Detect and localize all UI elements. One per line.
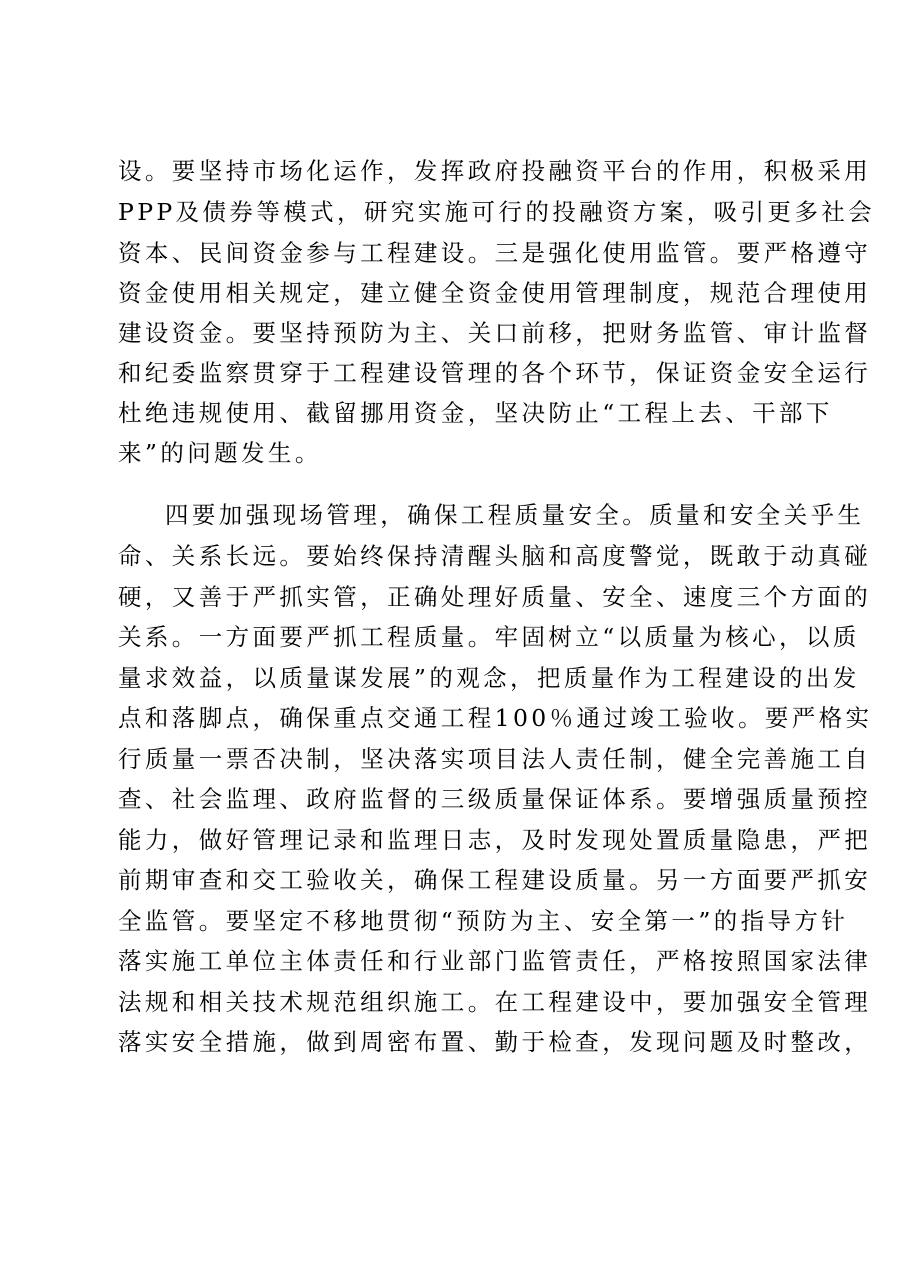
text-line: 查、社会监理、政府监督的三级质量保证体系。要增强质量预控 xyxy=(118,785,872,813)
text-line: 量求效益，以质量谋发展”的观念，把质量作为工程建设的出发 xyxy=(118,664,860,692)
text-line: PPP及债券等模式，研究实施可行的投融资方案，吸引更多社会 xyxy=(118,198,876,226)
text-line: 落实安全措施，做到周密布置、勤于检查，发现问题及时整改， xyxy=(118,1028,872,1056)
text-line: 行质量一票否决制，坚决落实项目法人责任制，健全完善施工自 xyxy=(118,745,872,773)
text-line: 法规和相关技术规范组织施工。在工程建设中，要加强安全管理 xyxy=(118,988,872,1016)
text-line: 设。要坚持市场化运作，发挥政府投融资平台的作用，积极采用 xyxy=(118,157,872,185)
text-line: 落实施工单位主体责任和行业部门监管责任，严格按照国家法律 xyxy=(118,947,872,975)
text-line: 硬，又善于严抓实管，正确处理好质量、安全、速度三个方面的 xyxy=(118,583,872,611)
text-line: 来”的问题发生。 xyxy=(118,439,322,467)
text-line: 能力，做好管理记录和监理日志，及时发现处置质量隐患，严把 xyxy=(118,826,872,854)
text-line: 资本、民间资金参与工程建设。三是强化使用监管。要严格遵守 xyxy=(118,239,872,267)
text-line: 和纪委监察贯穿于工程建设管理的各个环节，保证资金安全运行 xyxy=(118,359,872,387)
text-line: 全监管。要坚定不移地贯彻“预防为主、安全第一”的指导方针 xyxy=(118,907,849,935)
text-line: 点和落脚点，确保重点交通工程100％通过竣工验收。要严格实 xyxy=(118,704,873,732)
text-line: 前期审查和交工验收关，确保工程建设质量。另一方面要严抓安 xyxy=(118,866,872,894)
text-line: 杜绝违规使用、截留挪用资金，坚决防止“工程上去、干部下 xyxy=(118,399,833,427)
text-line: 命、关系长远。要始终保持清醒头脑和高度警觉，既敢于动真碰 xyxy=(118,542,872,570)
paragraph-first-line: 四要加强现场管理，确保工程质量安全。质量和安全关乎生 xyxy=(165,501,865,529)
text-line: 关系。一方面要严抓工程质量。牢固树立“以质量为核心，以质 xyxy=(118,623,860,651)
text-line: 资金使用相关规定，建立健全资金使用管理制度，规范合理使用 xyxy=(118,279,872,307)
text-line: 建设资金。要坚持预防为主、关口前移，把财务监管、审计监督 xyxy=(118,319,872,347)
